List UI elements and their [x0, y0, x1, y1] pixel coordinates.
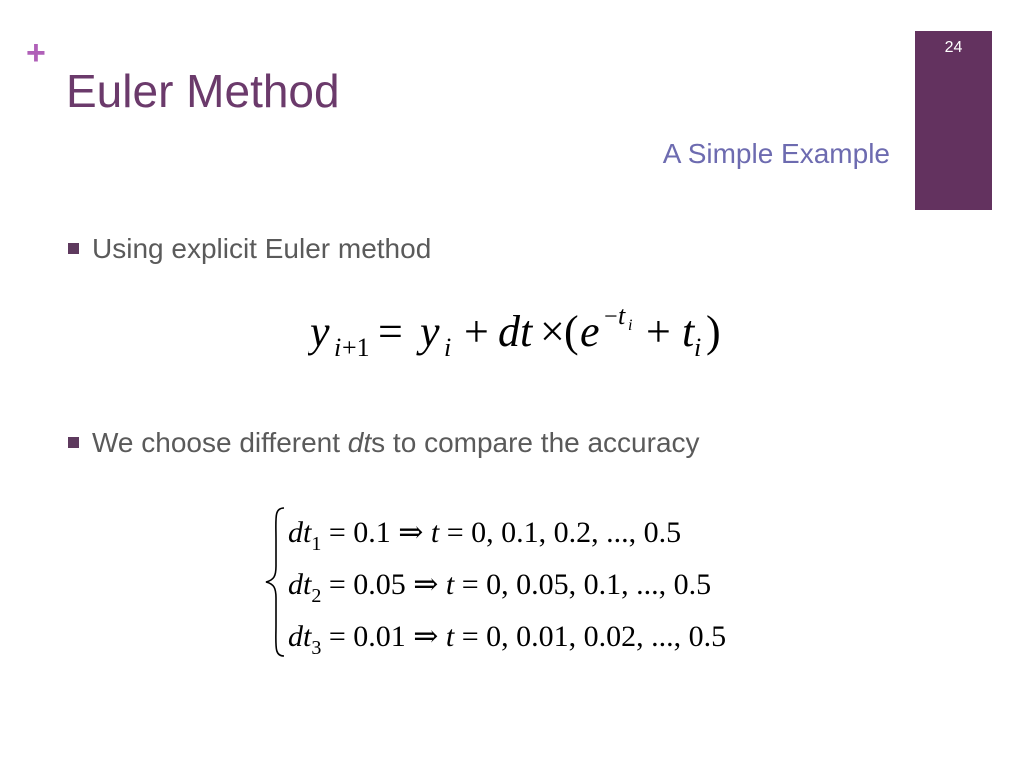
- dt-cases-formula: [258, 500, 778, 662]
- left-brace-icon: [266, 508, 284, 656]
- page-number: 24: [944, 39, 963, 56]
- case-row-3: $dt_3 = 0.01$ ⇒ t = 0, 0.01, 0.02, ..., 0.5: [288, 620, 727, 659]
- plus-icon: +: [26, 34, 46, 72]
- euler-formula: [308, 296, 738, 372]
- case-row-2: $dt_2 = 0.05$ ⇒ t = 0, 0.05, 0.1, ..., 0.5: [288, 568, 712, 607]
- slide-subtitle: A Simple Example: [662, 138, 890, 169]
- page-number-box: [915, 31, 992, 210]
- bullet-square-icon: [68, 243, 79, 254]
- bullet-item-1: [66, 232, 431, 266]
- svg-text:yi+1=yi+dt×(e−ti+ti): yi+1 = y i + dt ×(e −t i + ti ): [310, 301, 721, 362]
- bullet-text-italic: dt: [347, 427, 372, 458]
- case-row-1: $dt_1 = 0.1$ ⇒ t = 0, 0.1, 0.2, ..., 0.5: [288, 516, 682, 555]
- bullet-text-after: s to compare the accuracy: [371, 427, 700, 458]
- bullet-square-icon: [68, 437, 79, 448]
- bullet-text: Using explicit Euler method: [92, 233, 432, 264]
- bullet-item-2: [66, 426, 700, 460]
- slide-title: Euler Method: [66, 65, 340, 117]
- bullet-text-before: We choose different: [92, 427, 348, 458]
